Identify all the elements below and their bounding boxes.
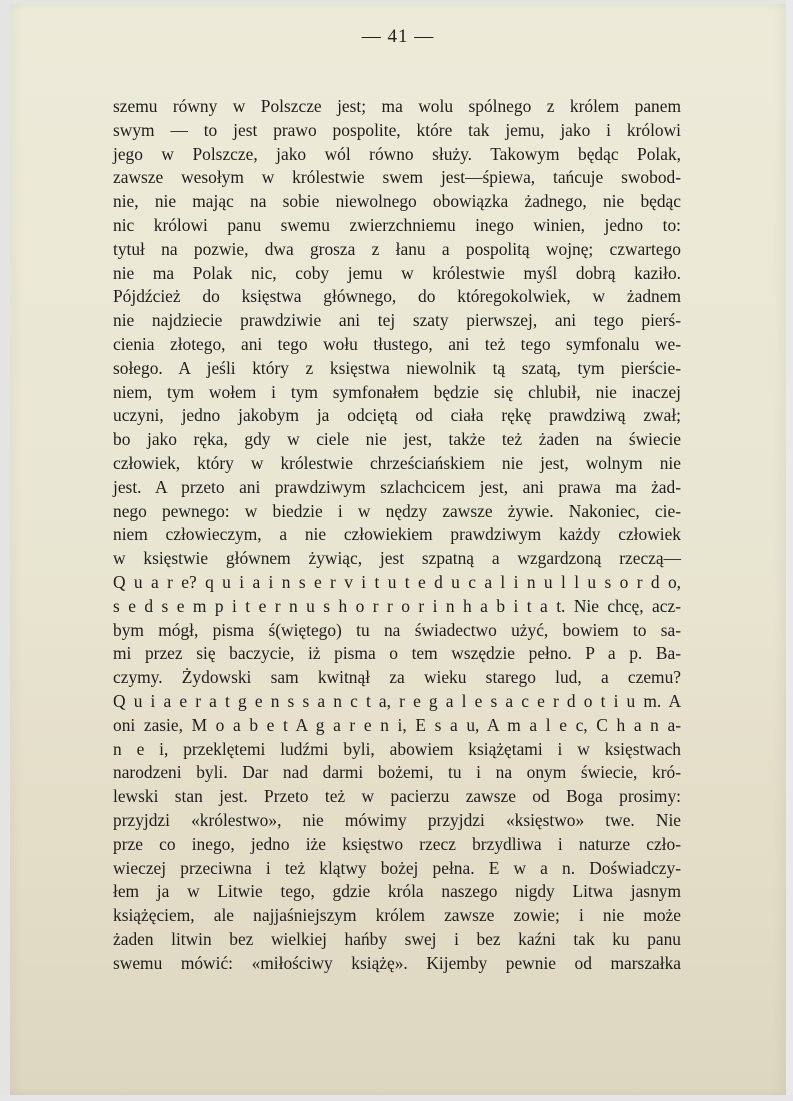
text-line: swemu mówić: «miłościwy książę». Kijemby pewnie od marszałka xyxy=(113,952,681,973)
text-line: tytuł na pozwie, dwa grosza z łanu a pospolitą wojnę; czwartego xyxy=(113,238,681,259)
text-line: bo jako ręka, gdy w ciele nie jest, także też żaden na świecie xyxy=(113,429,681,450)
text-line: przyjdzi «królestwo», nie mówimy przyjdzi «księstwo» twe. Nie xyxy=(113,809,681,830)
text-line-spaced-latin: Q u a r e? q u i a i n s e r v i t u t e d u c a l i n u l l u s o r d o, xyxy=(113,571,681,592)
text-line: książęciem, ale najjaśniejszym królem zawsze zowie; i nie może xyxy=(113,905,681,926)
scan-edge-right xyxy=(786,0,793,1101)
text-line: nego pewnego: w biedzie i w nędzy zawsze żywie. Nakoniec, cie- xyxy=(113,500,681,521)
text-line: uczyni, jedno jakobym ja odciętą od ciała rękę prawdziwą zwał; xyxy=(113,405,681,426)
text-line: mi przez się baczycie, iż pisma o tem wszędzie pełno. P a p. Ba- xyxy=(113,643,681,664)
page-number: — 41 — xyxy=(361,26,435,47)
text-line: nic królowi panu swemu zwierzchniemu inego winien, jedno to: xyxy=(113,214,681,235)
text-line: lewski stan jest. Przeto też w pacierzu zawsze od Boga prosimy: xyxy=(113,786,681,807)
text-line-spaced-names: oni zasie, M o a b e t A g a r e n i, E s a u, A m a l e c, C h a n a- xyxy=(113,714,681,735)
text-line: Pójdźcież do księstwa głównego, do któregokolwiek, w żadnem xyxy=(113,286,681,307)
scan-edge-bottom xyxy=(0,1095,793,1101)
text-line: nie, nie mając na sobie niewolnego obowiązka żadnego, nie będąc xyxy=(113,191,681,212)
text-line: łem ja w Litwie tego, gdzie króla naszego nigdy Litwa jasnym xyxy=(113,881,681,902)
text-line: nie najdziecie prawdziwie ani tej szaty pierwszej, ani tego pierś- xyxy=(113,310,681,331)
text-line-spaced-latin: Q u i a e r a t g e n s s a n c t a, r e g a l e s a c e r d o t i u m. A xyxy=(113,690,681,711)
text-line: niem, tym wołem i tym symfonałem będzie się chlubił, nie inaczej xyxy=(113,381,681,402)
text-line: swym — to jest prawo pospolite, które tak jemu, jako i królowi xyxy=(113,119,681,140)
body-text xyxy=(113,95,681,975)
text-line: jest. A przeto ani prawdziwym szlachcicem jest, ani prawa ma żad- xyxy=(113,476,681,497)
text-line: żaden litwin bez wielkiej hańby swej i bez kaźni tak ku panu xyxy=(113,928,681,949)
text-line: narodzeni byli. Dar nad darmi bożemi, tu i na onym świecie, kró- xyxy=(113,762,681,783)
text-line: zawsze wesołym w królestwie swem jest—śpiewa, tańcuje swobod- xyxy=(113,167,681,188)
text-line: w księstwie głównem żywiąc, jest szpatną a wzgardzoną rzeczą— xyxy=(113,548,681,569)
text-line: prze co inego, jedno iże księstwo rzecz brzydliwa i naturze czło- xyxy=(113,833,681,854)
text-line: wieczej przeciwna i też klątwy bożej pełna. E w a n. Doświadczy- xyxy=(113,857,681,878)
text-line: bym mógł, pisma ś(więtego) tu na świadectwo użyć, bowiem to sa- xyxy=(113,619,681,640)
text-line: człowiek, który w królestwie chrześciańskiem nie jest, wolnym nie xyxy=(113,452,681,473)
book-page xyxy=(10,4,786,1095)
text-line: cienia złotego, ani tego wołu tłustego, ani też tego symfonalu we- xyxy=(113,333,681,354)
text-line: czymy. Żydowski sam kwitnął za wieku starego lud, a czemu? xyxy=(113,667,681,688)
text-line: jego w Polszcze, jako wól równo służy. Takowym będąc Polak, xyxy=(113,143,681,164)
text-line: sołego. A jeśli który z księstwa niewolnik tą szatą, tym pierście- xyxy=(113,357,681,378)
text-line: niem człowieczym, a nie człowiekiem prawdziwym każdy człowiek xyxy=(113,524,681,545)
text-line-spaced-latin: s e d s e m p i t e r n u s h o r r o r i n h a b i t a t. Nie chcę, acz- xyxy=(113,595,681,616)
text-line: n e i, przeklętemi ludźmi byli, abowiem książętami i w księstwach xyxy=(113,738,681,759)
text-line: szemu równy w Polszcze jest; ma wolu spólnego z królem panem xyxy=(113,96,681,116)
text-line: nie ma Polak nic, coby jemu w królestwie myśl dobrą kaziło. xyxy=(113,262,681,283)
